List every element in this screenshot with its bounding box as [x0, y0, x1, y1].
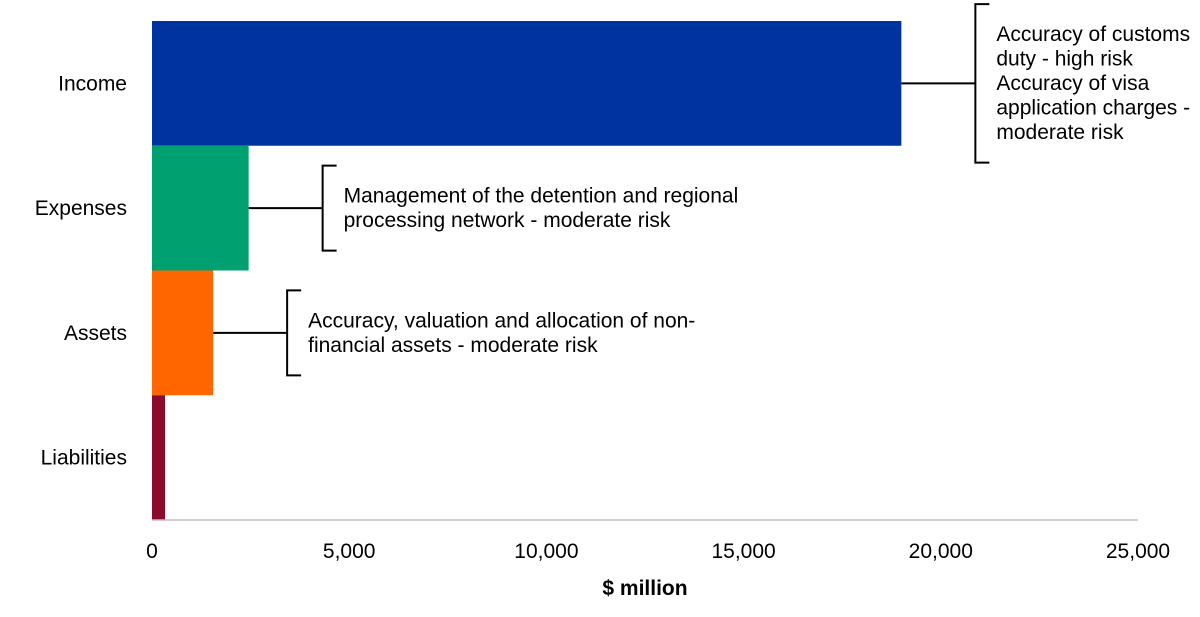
category-label-income: Income — [58, 72, 127, 96]
bars-group — [152, 21, 901, 520]
x-axis-title: $ million — [602, 577, 688, 600]
annotation-text-line: Accuracy, valuation and allocation of non- — [308, 309, 696, 333]
category-label-liabilities: Liabilities — [40, 446, 127, 470]
bar-assets — [152, 271, 213, 396]
x-tick-label: 10,000 — [514, 540, 579, 563]
bar-income — [152, 21, 901, 146]
category-label-assets: Assets — [63, 321, 127, 345]
annotation-text-line: duty - high risk — [996, 47, 1133, 71]
annotation-text-line: moderate risk — [996, 121, 1124, 145]
annotation-income — [901, 4, 1190, 163]
annotation-bracket — [323, 166, 337, 251]
category-label-expenses: Expenses — [34, 197, 127, 221]
bar-expenses — [152, 146, 249, 271]
x-tick-label: 5,000 — [322, 540, 376, 563]
annotation-text-line: application charges - — [996, 96, 1191, 120]
x-tick-label: 25,000 — [1105, 540, 1171, 563]
bar-liabilities — [152, 395, 165, 520]
annotation-expenses — [249, 166, 739, 251]
x-tick-label: 0 — [146, 540, 158, 563]
category-labels-group — [35, 72, 127, 469]
annotation-text-line: processing network - moderate risk — [343, 209, 671, 233]
annotation-text-line: financial assets - moderate risk — [308, 333, 598, 357]
annotation-text-line: Accuracy of customs — [996, 23, 1191, 47]
annotation-text-line: Management of the detention and regional — [343, 184, 739, 208]
annotation-bracket — [287, 290, 301, 375]
x-tick-label: 15,000 — [711, 540, 776, 563]
x-tick-label: 20,000 — [908, 540, 973, 563]
annotation-text-line: Accuracy of visa — [996, 72, 1150, 96]
annotation-assets — [213, 290, 695, 375]
annotation-bracket — [975, 4, 989, 163]
x-tick-labels-group — [146, 540, 1170, 563]
